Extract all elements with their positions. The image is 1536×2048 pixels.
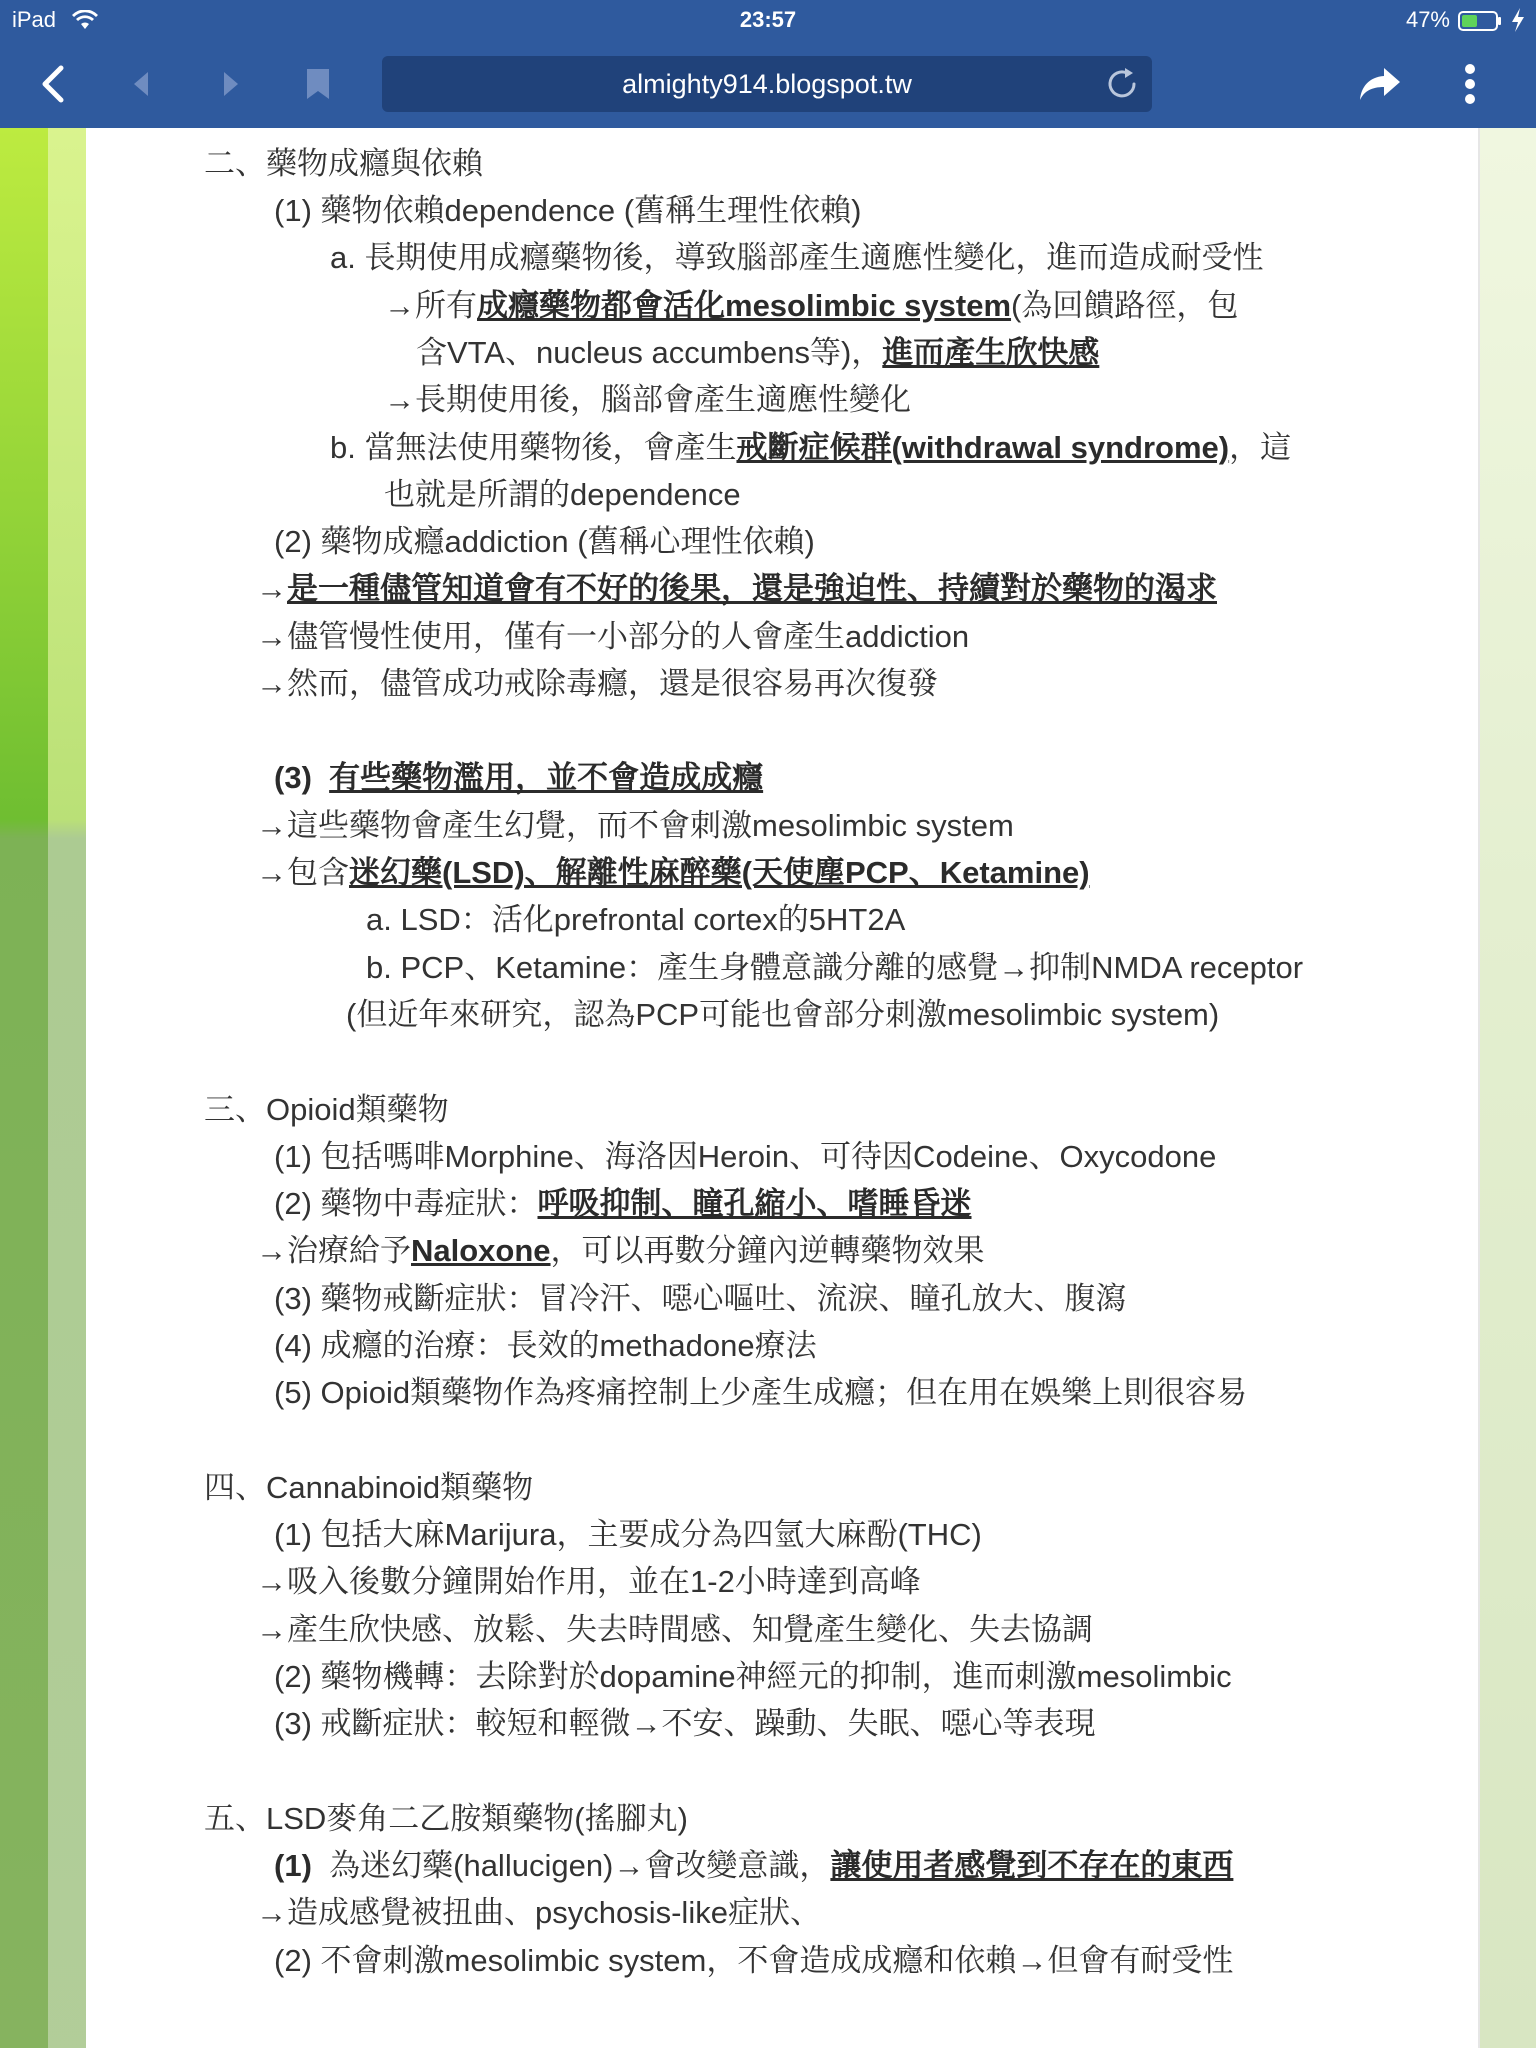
emphasis-text: 是一種儘管知道會有不好的後果，還是強迫性、持續對於藥物的渴求 [287, 571, 1217, 606]
next-page-button[interactable] [204, 58, 256, 110]
left-arrow-icon [130, 69, 154, 99]
list-item [256, 1231, 985, 1271]
text-segment: 含VTA、nucleus accumbens等)， [416, 335, 883, 370]
list-item: (3) 戒斷症狀：較短和輕微→不安、躁動、失眠、噁心等表現 [274, 1706, 1096, 1741]
web-page [0, 128, 1536, 2048]
text-segment: →治療給予 [256, 1233, 411, 1268]
section-heading-3: 三、Opioid類藥物 [204, 1092, 449, 1127]
reload-button[interactable] [1100, 62, 1144, 106]
list-item: →造成感覺被扭曲、psychosis-like症狀、 [256, 1895, 821, 1930]
reload-icon [1105, 67, 1139, 101]
list-item [416, 333, 1099, 373]
list-item: →產生欣快感、放鬆、失去時間感、知覺產生變化、失去協調 [256, 1612, 1093, 1647]
text-segment: →包含 [256, 855, 349, 890]
url-text[interactable]: almighty914.blogspot.tw [622, 69, 912, 99]
list-item: (3) 藥物戒斷症狀：冒冷汗、噁心嘔吐、流淚、瞳孔放大、腹瀉 [274, 1281, 1127, 1316]
section-heading-5: 五、LSD麥角二乙胺類藥物(搖腳丸) [204, 1801, 688, 1836]
list-item [330, 428, 1291, 468]
address-bar[interactable] [382, 56, 1152, 112]
clock: 23:57 [739, 7, 797, 32]
list-item: (2) 不會刺激mesolimbic system，不會造成成癮和依賴→但會有耐受性 [274, 1943, 1234, 1978]
section-heading-2: 二、藥物成癮與依賴 [204, 146, 483, 181]
share-button[interactable] [1354, 58, 1406, 110]
back-button[interactable] [26, 58, 78, 110]
previous-page-button[interactable] [116, 58, 168, 110]
list-item: (2) 藥物成癮addiction (舊稱心理性依賴) [274, 524, 815, 559]
text-segment: (為回饋路徑，包 [1011, 288, 1239, 323]
emphasis-text: 成癮藥物都會活化mesolimbic system [477, 288, 1012, 323]
emphasis-text: 戒斷症候群(withdrawal syndrome) [736, 430, 1230, 465]
back-icon [37, 64, 67, 104]
section-heading-4: 四、Cannabinoid類藥物 [204, 1470, 534, 1505]
list-item [274, 1184, 972, 1224]
list-item: →這些藥物會產生幻覺，而不會刺激mesolimbic system [256, 808, 1014, 843]
list-item: (1) 藥物依賴dependence (舊稱生理性依賴) [274, 193, 862, 228]
battery-fill [1462, 15, 1477, 27]
share-icon [1358, 66, 1402, 102]
text-segment: b. 當無法使用藥物後，會產生 [330, 430, 737, 465]
emphasis-text: 讓使用者感覺到不存在的東西 [830, 1848, 1234, 1883]
list-item [256, 853, 1090, 893]
emphasis-text: 進而產生欣快感 [882, 335, 1100, 370]
emphasis-text: 迷幻藥(LSD)、解離性麻醉藥(天使塵PCP、Ketamine) [349, 855, 1090, 890]
more-menu-button[interactable] [1444, 58, 1496, 110]
list-item: (2) 藥物機轉：去除對於dopamine神經元的抑制，進而刺激mesolimbic [274, 1659, 1232, 1694]
list-item: →吸入後數分鐘開始作用，並在1-2小時達到高峰 [256, 1564, 921, 1599]
list-item [274, 1846, 1233, 1886]
text-segment: → [256, 571, 287, 606]
text-segment: ，可以再數分鐘內逆轉藥物效果 [550, 1233, 985, 1268]
text-segment: (2) 藥物中毒症狀： [274, 1186, 538, 1221]
list-item: →長期使用後，腦部會產生適應性變化 [384, 382, 911, 417]
more-icon [1464, 64, 1476, 104]
item-number: (1) [274, 1848, 312, 1883]
list-item: b. PCP、Ketamine：產生身體意識分離的感覺→抑制NMDA receptor [366, 950, 1304, 985]
list-item: 也就是所謂的dependence [384, 477, 741, 512]
charging-icon [1510, 8, 1526, 32]
bookmark-button[interactable] [292, 58, 344, 110]
device-name: iPad [12, 7, 57, 32]
list-item [256, 569, 1217, 609]
item-number: (3) [274, 760, 312, 795]
bookmark-icon [305, 67, 331, 101]
list-item: (但近年來研究，認為PCP可能也會部分刺激mesolimbic system) [346, 997, 1220, 1032]
list-item [384, 286, 1238, 326]
emphasis-text: Naloxone [411, 1233, 551, 1268]
list-item: (5) Opioid類藥物作為疼痛控制上少產生成癮；但在用在娛樂上則很容易 [274, 1375, 1248, 1410]
list-item [274, 758, 763, 798]
right-arrow-icon [218, 69, 242, 99]
list-item: (1) 包括大麻Marijura，主要成分為四氫大麻酚(THC) [274, 1517, 982, 1552]
emphasis-text: 有些藥物濫用，並不會造成成癮 [329, 760, 764, 795]
text-segment: 為迷幻藥(hallucigen)→會改變意識， [329, 1848, 831, 1883]
list-item: a. LSD：活化prefrontal cortex的5HT2A [366, 902, 906, 937]
list-item: (4) 成癮的治療：長效的methadone療法 [274, 1328, 817, 1363]
list-item: a. 長期使用成癮藥物後，導致腦部產生適應性變化，進而造成耐受性 [330, 240, 1264, 275]
list-item: →儘管慢性使用，僅有一小部分的人會產生addiction [256, 619, 970, 654]
browser-toolbar [0, 40, 1536, 128]
article-content [0, 128, 1536, 2048]
text-segment: ，這 [1229, 430, 1292, 465]
battery-icon [1458, 11, 1502, 31]
list-item: →然而，儘管成功戒除毒癮，還是很容易再次復發 [256, 666, 938, 701]
battery-percentage: 47% [1405, 7, 1450, 32]
text-segment: →所有 [384, 288, 477, 323]
list-item: (1) 包括嗎啡Morphine、海洛因Heroin、可待因Codeine、Oxycodone [274, 1139, 1217, 1174]
emphasis-text: 呼吸抑制、瞳孔縮小、嗜睡昏迷 [537, 1186, 972, 1221]
status-bar [0, 0, 1536, 40]
